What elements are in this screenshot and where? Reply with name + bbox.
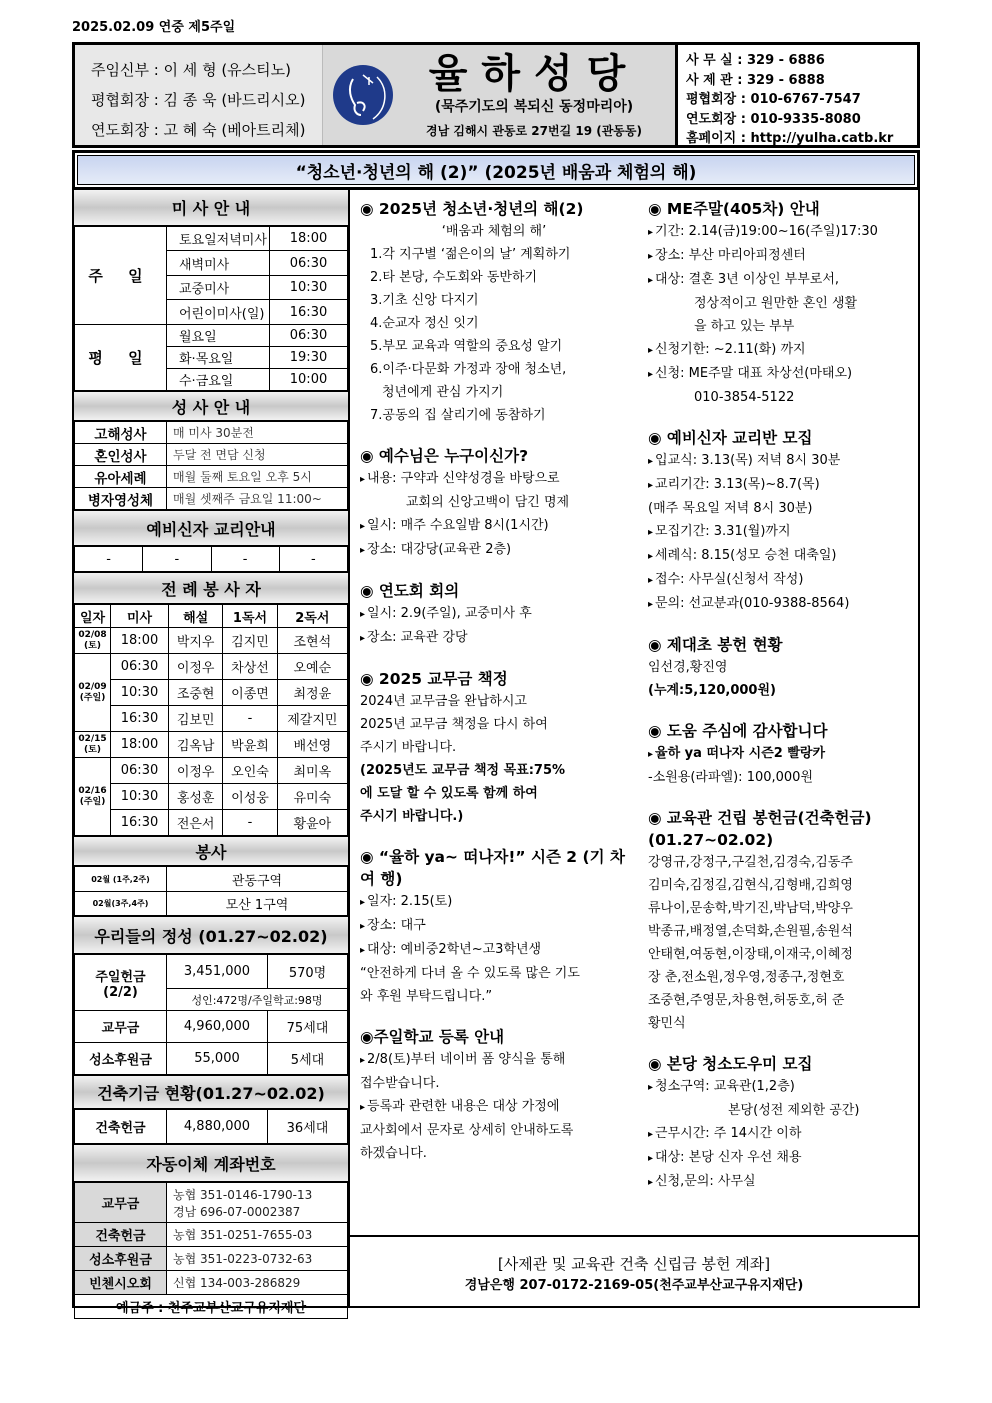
article-sunday-school: ◉주일학교 등록 안내 ▸ 2/8(토)부터 네이버 폼 양식을 통해 접수받습니다. ▸ 등록과 관련한 내용은 대상 가정에 교사회에서 문자로 상세히 안내하도록 하겠습니다.	[360, 1026, 628, 1165]
theme-banner: “청소년·청년의 해 (2)” (2025년 배움과 체험의 해)	[72, 150, 920, 190]
donation-account-footer: [사제관 및 교육관 건축 신립금 봉헌 계좌] 경남은행 207-0172-2169-05(천주교부산교구유지재단)	[350, 1235, 920, 1308]
catechumen-guide-title: 예비신자 교리안내	[74, 510, 348, 546]
church-logo-icon	[333, 65, 393, 125]
offering-title: 우리들의 정성 (01.27~02.02)	[74, 916, 348, 954]
mass-table: 주 일 토요일저녁미사 18:00 새벽미사 06:30 교중미사 10:30 어린이미사(일) 16:30 평 일 월요일 06:30 화·목요일 19:30 수·금요일 10:00	[74, 226, 348, 391]
article-train-trip: ◉ “율하 ya~ 떠나자!” 시즌 2 (기 차 여 행) ▸ 일자: 2.15(토) ▸ 장소: 대구 ▸ 대상: 예비중2학년~고3학년생 “안전하게 다녀 올 수 있도록 많은 기도 와 후원 부탁드립니다.”	[360, 846, 628, 1008]
article-catechumen-recruit: ◉ 예비신자 교리반 모집 ▸ 입교식: 3.13(목) 저녁 8시 30분 ▸ 교리기간: 3.13(목)~8.7(목) (매주 목요일 저녁 8시 30분) ▸ 모집기간: 3.31(월)까지 ▸ 세례식: 8.15(성모 승천 대축일) ▸ 접수: 사무실(신청서 작성) ▸ 문의: 선교분과(010-9388-8564)	[648, 427, 908, 616]
contact-list	[675, 45, 917, 145]
church-title-block	[323, 45, 675, 145]
service-table: 02월 (1주,2주) 관동구역 02월(3주,4주) 모산 1구역	[74, 866, 348, 916]
staff-council-president: 평협회장 : 김 종 욱 (바드리시오)	[91, 91, 306, 109]
building-fund-title: 건축기금 현황(01.27~02.02)	[74, 1075, 348, 1109]
service-title: 봉사	[74, 836, 348, 866]
offering-table: 주일헌금 (2/2) 3,451,000 570명 성인:472명/주일학교:98명 교무금 4,960,000 75세대 성소후원금 55,000 5세대	[74, 954, 348, 1075]
staff-pastor: 주임신부 : 이 세 형 (유스티노)	[91, 61, 291, 79]
mass-guide-title: 미 사 안 내	[74, 190, 348, 226]
account-holder: 예금주 : 천주교부산교구유지재단	[75, 1295, 348, 1319]
article-building-donors: ◉ 교육관 건립 봉헌금(건축헌금) (01.27~02.02) 강영규,강정구,구길천,김경숙,김동주 김미숙,김정길,김현식,김형배,김희영 류나이,문송학,박기진,박남덕,박양우 박종규,배정열,손덕화,손원필,송원석 안태현,여동현,이장태,이재국,이혜정 장 춘,전소원,정우영,정종구,정현호 조중현,주영문,차용현,허동호,허 준 황민식	[648, 809, 872, 1031]
liturgy-table: 일자 미사 해설 1독서 2독서 02/08 (토) 18:00 박지우 김지민 조현석 02/09 (주일) 06:30 이정우 차상선 오예순 10:30 조중현 이종면 최정윤 16:30 김보민 - 제갈지민 02/15 (토) 18:00 김옥남 박윤희 배선영 02/16 (주일) 06:30 이정우 오인숙 최미옥 10:30 홍성훈 이성웅 유미숙 16:30 전은서 - 황윤아	[74, 604, 348, 836]
article-cleaning-helpers: ◉ 본당 청소도우미 모집 ▸ 청소구역: 교육관(1,2층) 본당(성전 제외한 공간) ▸ 근무시간: 주 14시간 이하 ▸ 대상: 본당 신자 우선 채용 ▸ 신청,문의: 사무실	[648, 1053, 908, 1194]
sacrament-guide-title: 성 사 안 내	[74, 391, 348, 421]
contact-yeondo: 연도회장 : 010-9335-8080	[686, 111, 861, 127]
catechumen-table: - - - -	[74, 546, 348, 572]
bulletin-header	[72, 42, 920, 148]
account-title: 자동이체 계좌번호	[74, 1144, 348, 1182]
account-table: 교무금 농협 351-0146-1790-13 경남 696-07-0002387 건축헌금 농협 351-0251-7655-03 성소후원금 농협 351-0223-0732-63 빈첸시오회 신협 134-003-286829 예금주 : 천주교부산교구유지재단	[74, 1182, 348, 1319]
article-who-is-jesus: ◉ 예수님은 누구이신가? ▸ 내용: 구약과 신약성경을 바탕으로 교회의 신앙고백이 담긴 명제 ▸ 일시: 매주 수요일밤 8시(1시간) ▸ 장소: 대강당(교육관 2층)	[360, 445, 628, 562]
article-altar-candle: ◉ 제대초 봉헌 현황 임선경,황진영 (누계:5,120,000원)	[648, 636, 783, 698]
staff-list	[75, 45, 323, 145]
article-youth-year: ◉ 2025년 청소년·청년의 해(2) ‘배움과 체험의 해’ 1.각 지구별 ‘젊은이의 날’ 계획하기 2.타 본당, 수도회와 동반하기 3.기초 신앙 다지기 4.순교자 정신 잇기 5.부모 교육과 역할의 중요성 알기 6.이주·다문화 가정과 장애 청소년, 청년에게 관심 가지기 7.공동의 집 살리기에 동참하기	[360, 200, 584, 423]
staff-yeondo-president: 연도회장 : 고 혜 숙 (베아트리체)	[91, 121, 306, 139]
church-subtitle: (묵주기도의 복되신 동정마리아)	[434, 98, 634, 115]
contact-rectory: 사 제 관 : 329 - 6888	[686, 72, 825, 88]
contact-homepage[interactable]: 홈페이지 : http://yulha.catb.kr	[686, 131, 894, 146]
sacrament-table: 고해성사 매 미사 30분전 혼인성사 두달 전 면담 신청 유아세례 매월 둘째 토요일 오후 5시 병자영성체 매월 셋째주 금요일 11:00~	[74, 421, 348, 510]
article-dues-2025: ◉ 2025 교무금 책정 2024년 교무금을 완납하시고 2025년 교무금 책정을 다시 하여 주시기 바랍니다. (2025년도 교무금 책정 목표:75% 에 도달 할 수 있도록 함께 하여 주시기 바랍니다.)	[360, 670, 566, 824]
left-column	[72, 190, 350, 1316]
contact-council: 평협회장 : 010-6767-7547	[686, 92, 861, 107]
contact-office: 사 무 실 : 329 - 6886	[686, 53, 825, 68]
right-column	[638, 190, 920, 1235]
article-me-weekend: ◉ ME주말(405차) 안내 ▸ 기간: 2.14(금)19:00~16(주일)17:30 ▸ 장소: 부산 마리아피정센터 ▸ 대상: 결혼 3년 이상인 부부로서, 정상적이고 원만한 혼인 생활 을 하고 있는 부부 ▸ 신청기한: ~2.11(화) 까지 ▸ 신청: ME주말 대표 차상선(마태오) 010-3854-5122	[648, 198, 908, 409]
article-thanks: ◉ 도움 주심에 감사합니다 ▸ 율하 ya 떠나자 시즌2 빨랑카 -소원용(라파엘): 100,000원	[648, 720, 908, 789]
building-fund-table: 건축헌금 4,880,000 36세대	[74, 1109, 348, 1144]
middle-column	[350, 190, 638, 1235]
article-yeondo-meeting: ◉ 연도회 회의 ▸ 일시: 2.9(주일), 교중미사 후 ▸ 장소: 교육관 강당	[360, 580, 628, 650]
bulletin-date: 2025.02.09 연중 제5주일	[72, 20, 236, 35]
church-name: 율하성당	[428, 50, 640, 97]
church-address: 경남 김해시 관동로 27번길 19 (관동동)	[426, 123, 642, 138]
liturgy-servers-title: 전 례 봉 사 자	[74, 572, 348, 604]
